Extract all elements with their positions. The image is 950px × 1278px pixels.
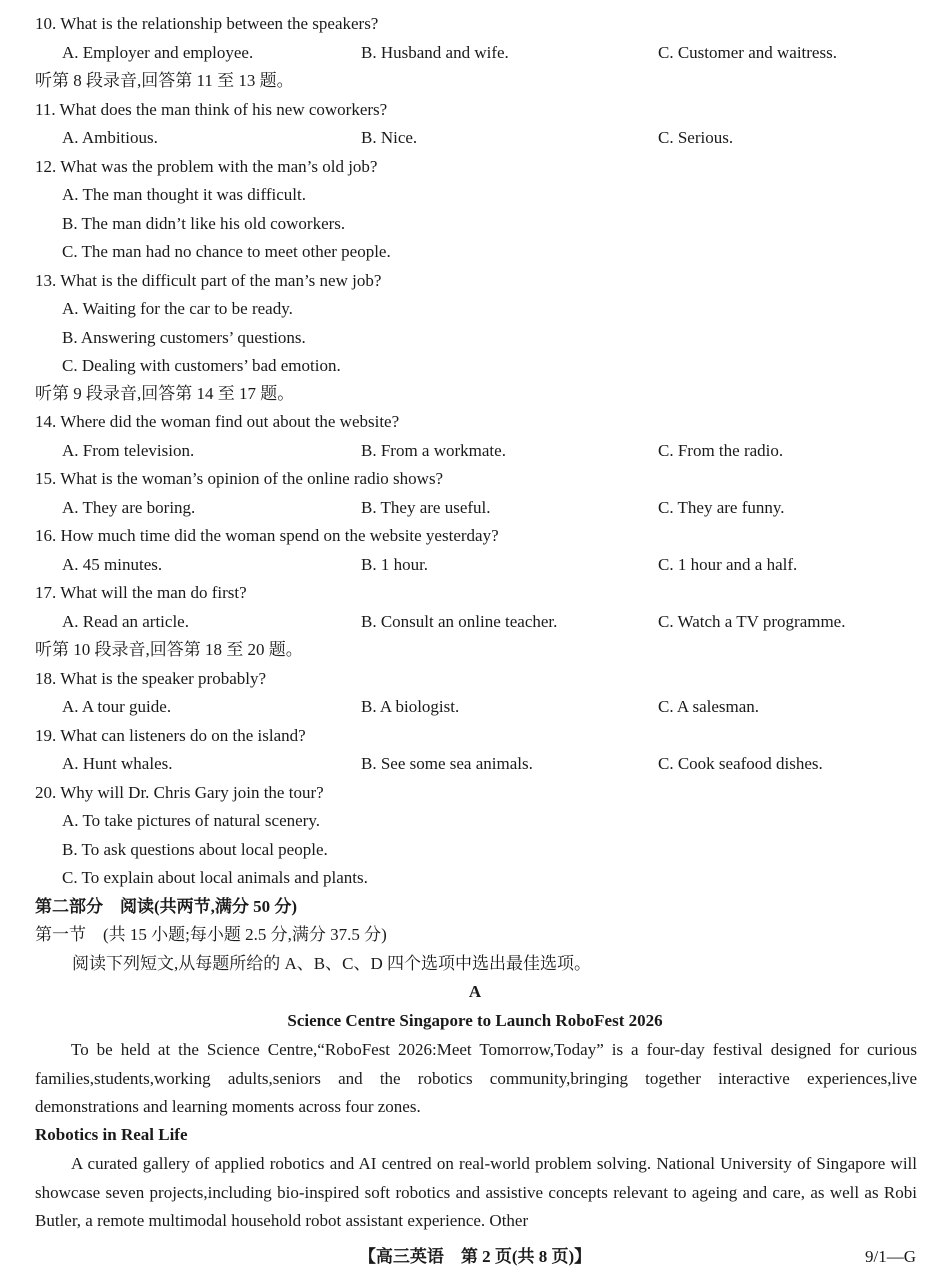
question-17: 17. What will the man do first? <box>35 583 247 602</box>
question-11: 11. What does the man think of his new coworkers? <box>35 100 388 119</box>
section-instruction: 听第 8 段录音,回答第 11 至 13 题。 <box>35 71 294 90</box>
option-b: B. Answering customers’ questions. <box>62 328 306 347</box>
option-b: B. They are useful. <box>361 498 491 517</box>
option-b: B. See some sea animals. <box>361 754 533 773</box>
passage-letter: A <box>468 982 482 1001</box>
paragraph-text: A curated gallery of applied robotics and AI centred on real-world problem solving. National University of Singapore will showcase seven projects,including bio-inspired soft robotics and assistive concepts relevant to ageing and care, as well as Robi Butler, a remote multimodal household robot assistant experience. Other <box>35 1154 917 1230</box>
option-b: B. The man didn’t like his old coworkers. <box>62 214 346 233</box>
question-12: 12. What was the problem with the man’s old job? <box>35 157 378 176</box>
option-a: A. A tour guide. <box>62 697 172 716</box>
section-heading: 第一节 (共 15 小题;每小题 2.5 分,满分 37.5 分) <box>35 925 387 944</box>
option-a: A. Waiting for the car to be ready. <box>62 299 293 318</box>
passage-paragraph-1 <box>35 1036 917 1122</box>
section-instruction: 听第 9 段录音,回答第 14 至 17 题。 <box>35 384 295 403</box>
question-19: 19. What can listeners do on the island? <box>35 726 306 745</box>
option-a: A. From television. <box>62 441 195 460</box>
option-c: C. Cook seafood dishes. <box>658 754 823 773</box>
option-c: C. From the radio. <box>658 441 784 460</box>
option-a: A. Read an article. <box>62 612 189 631</box>
page-code: 9/1—G <box>865 1247 916 1266</box>
question-10: 10. What is the relationship between the speakers? <box>35 14 379 33</box>
passage-subheading: Robotics in Real Life <box>35 1125 188 1144</box>
option-a: A. The man thought it was difficult. <box>62 185 306 204</box>
option-c: C. Watch a TV programme. <box>658 612 846 631</box>
option-a: A. To take pictures of natural scenery. <box>62 811 320 830</box>
option-c: C. Dealing with customers’ bad emotion. <box>62 356 341 375</box>
option-a: A. Ambitious. <box>62 128 158 147</box>
option-a: A. Employer and employee. <box>62 43 254 62</box>
option-b: B. Consult an online teacher. <box>361 612 558 631</box>
page-footer: 【高三英语 第 2 页(共 8 页)】 <box>358 1247 592 1266</box>
option-b: B. From a workmate. <box>361 441 506 460</box>
option-b: B. Husband and wife. <box>361 43 509 62</box>
question-13: 13. What is the difficult part of the man’s new job? <box>35 271 382 290</box>
section-instruction: 听第 10 段录音,回答第 18 至 20 题。 <box>35 640 303 659</box>
question-18: 18. What is the speaker probably? <box>35 669 267 688</box>
option-a: A. 45 minutes. <box>62 555 163 574</box>
question-16: 16. How much time did the woman spend on the website yesterday? <box>35 526 499 545</box>
option-c: C. To explain about local animals and plants. <box>62 868 368 887</box>
reading-instruction: 阅读下列短文,从每题所给的 A、B、C、D 四个选项中选出最佳选项。 <box>72 954 591 973</box>
option-a: A. They are boring. <box>62 498 196 517</box>
option-c: C. 1 hour and a half. <box>658 555 798 574</box>
option-b: B. A biologist. <box>361 697 460 716</box>
option-c: C. A salesman. <box>658 697 760 716</box>
part-heading: 第二部分 阅读(共两节,满分 50 分) <box>35 897 298 916</box>
question-15: 15. What is the woman’s opinion of the online radio shows? <box>35 469 444 488</box>
passage-paragraph-2 <box>35 1150 917 1236</box>
option-a: A. Hunt whales. <box>62 754 173 773</box>
option-b: B. Nice. <box>361 128 418 147</box>
option-b: B. To ask questions about local people. <box>62 840 328 859</box>
option-c: C. The man had no chance to meet other people. <box>62 242 391 261</box>
question-14: 14. Where did the woman find out about the website? <box>35 412 400 431</box>
question-20: 20. Why will Dr. Chris Gary join the tour? <box>35 783 324 802</box>
option-c: C. Customer and waitress. <box>658 43 837 62</box>
option-c: C. They are funny. <box>658 498 785 517</box>
option-b: B. 1 hour. <box>361 555 429 574</box>
option-c: C. Serious. <box>658 128 734 147</box>
passage-title: Science Centre Singapore to Launch RoboFest 2026 <box>287 1011 663 1030</box>
paragraph-text: To be held at the Science Centre,“RoboFest 2026:Meet Tomorrow,Today” is a four-day festival designed for curious families,students,working adults,seniors and the robotics community,bringing together interactive experiences,live demonstrations and learning moments across four zones. <box>35 1040 917 1116</box>
